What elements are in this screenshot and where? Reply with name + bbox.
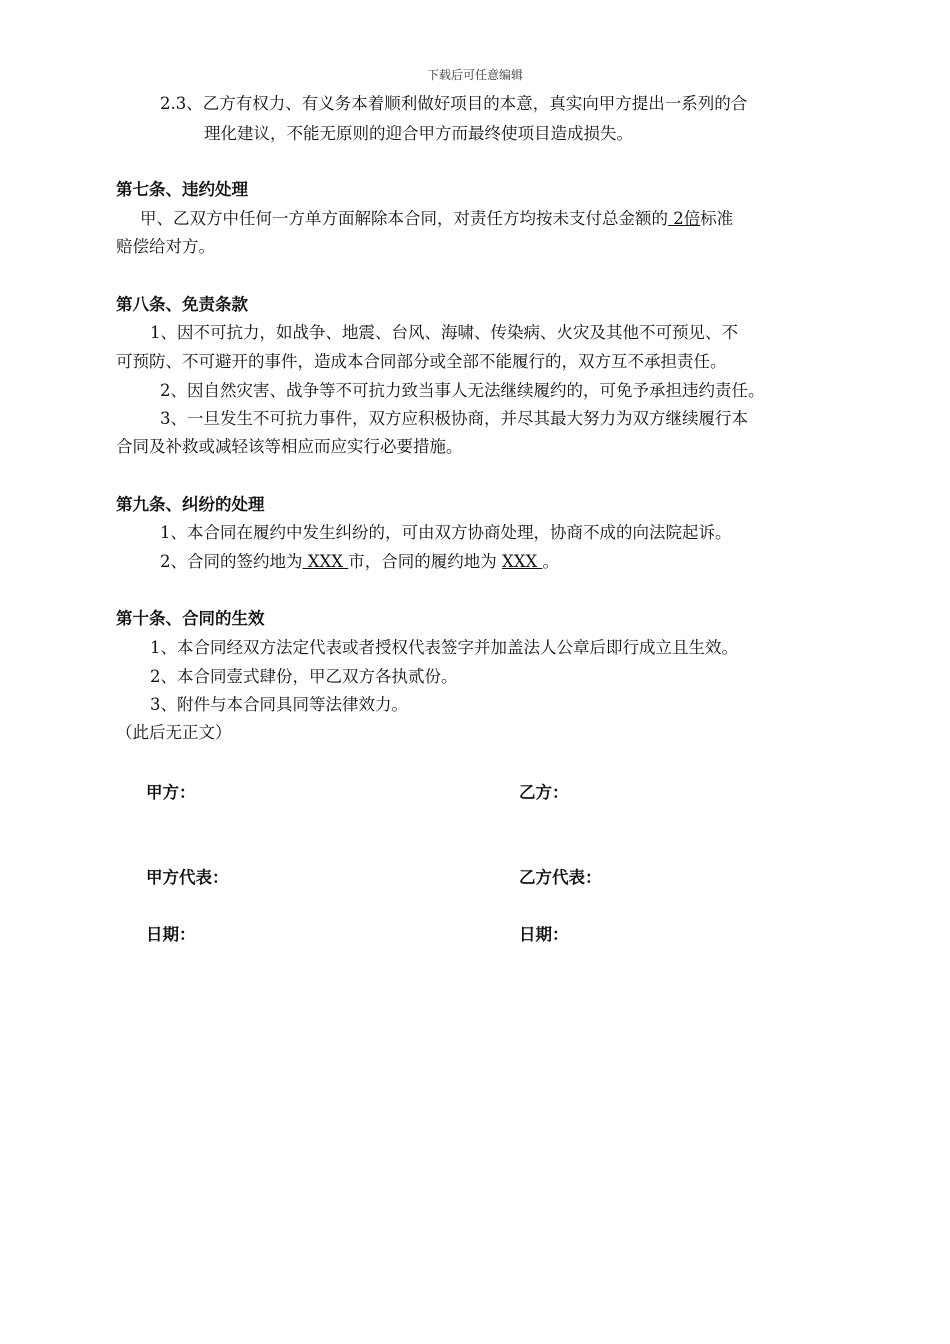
article9-title: 第九条、纠纷的处理 [116, 495, 265, 514]
article7-line1-post: 标准 [700, 209, 734, 228]
article8-p3-line2: 合同及补救或减轻该等相应而应实行必要措施。 [116, 437, 463, 456]
party-a-label: 甲方： [146, 783, 196, 802]
party-b-date-label: 日期： [519, 925, 569, 944]
signing-city: XXX [302, 552, 349, 571]
party-b-rep-label: 乙方代表： [519, 868, 602, 887]
article9-p1: 1、本合同在履约中发生纠纷的，可由双方协商处理，协商不成的向法院起诉。 [160, 523, 732, 542]
article9-p2-post: 。 [542, 552, 559, 571]
article9-p2 [160, 552, 559, 572]
end-note: （此后无正文） [116, 723, 232, 742]
article8-title: 第八条、免责条款 [116, 295, 248, 314]
clause-2-3-line1: 2.3、乙方有权力、有义务本着顺利做好项目的本意，真实向甲方提出一系列的合 [160, 94, 748, 113]
party-a-date-label: 日期： [146, 925, 196, 944]
clause-2-3-line2: 理化建议，不能无原则的迎合甲方而最终使项目造成损失。 [204, 124, 633, 143]
article7-multiplier: 2倍 [668, 209, 701, 228]
article7-line2: 赔偿给对方。 [116, 237, 215, 256]
article7-line1-pre: 甲、乙双方中任何一方单方面解除本合同，对责任方均按未支付总金额的 [140, 209, 668, 228]
article8-p3-line1: 3、一旦发生不可抗力事件，双方应积极协商，并尽其最大努力为双方继续履行本 [160, 409, 748, 428]
article9-p2-mid: 市，合同的履约地为 [348, 552, 502, 571]
article10-p1: 1、本合同经双方法定代表或者授权代表签字并加盖法人公章后即行成立且生效。 [150, 638, 738, 657]
article7-title: 第七条、违约处理 [116, 180, 248, 199]
article10-p3: 3、附件与本合同具同等法律效力。 [150, 695, 408, 714]
party-b-label: 乙方： [519, 783, 569, 802]
article8-p1-line1: 1、因不可抗力，如战争、地震、台风、海啸、传染病、火灾及其他不可预见、不 [150, 323, 738, 342]
party-a-rep-label: 甲方代表： [146, 868, 229, 887]
article9-p2-pre: 2、合同的签约地为 [160, 552, 303, 571]
article10-title: 第十条、合同的生效 [116, 609, 265, 628]
article8-p2: 2、因自然灾害、战争等不可抗力致当事人无法继续履约的，可免予承担违约责任。 [160, 381, 765, 400]
article10-p2: 2、本合同壹式肆份，甲乙双方各执贰份。 [150, 667, 458, 686]
article8-p1-line2: 可预防、不可避开的事件，造成本合同部分或全部不能履行的，双方互不承担责任。 [116, 352, 727, 371]
article7-line1 [140, 209, 733, 229]
performance-place: XXX [501, 552, 543, 571]
page-header: 下载后可任意编辑 [426, 68, 523, 82]
